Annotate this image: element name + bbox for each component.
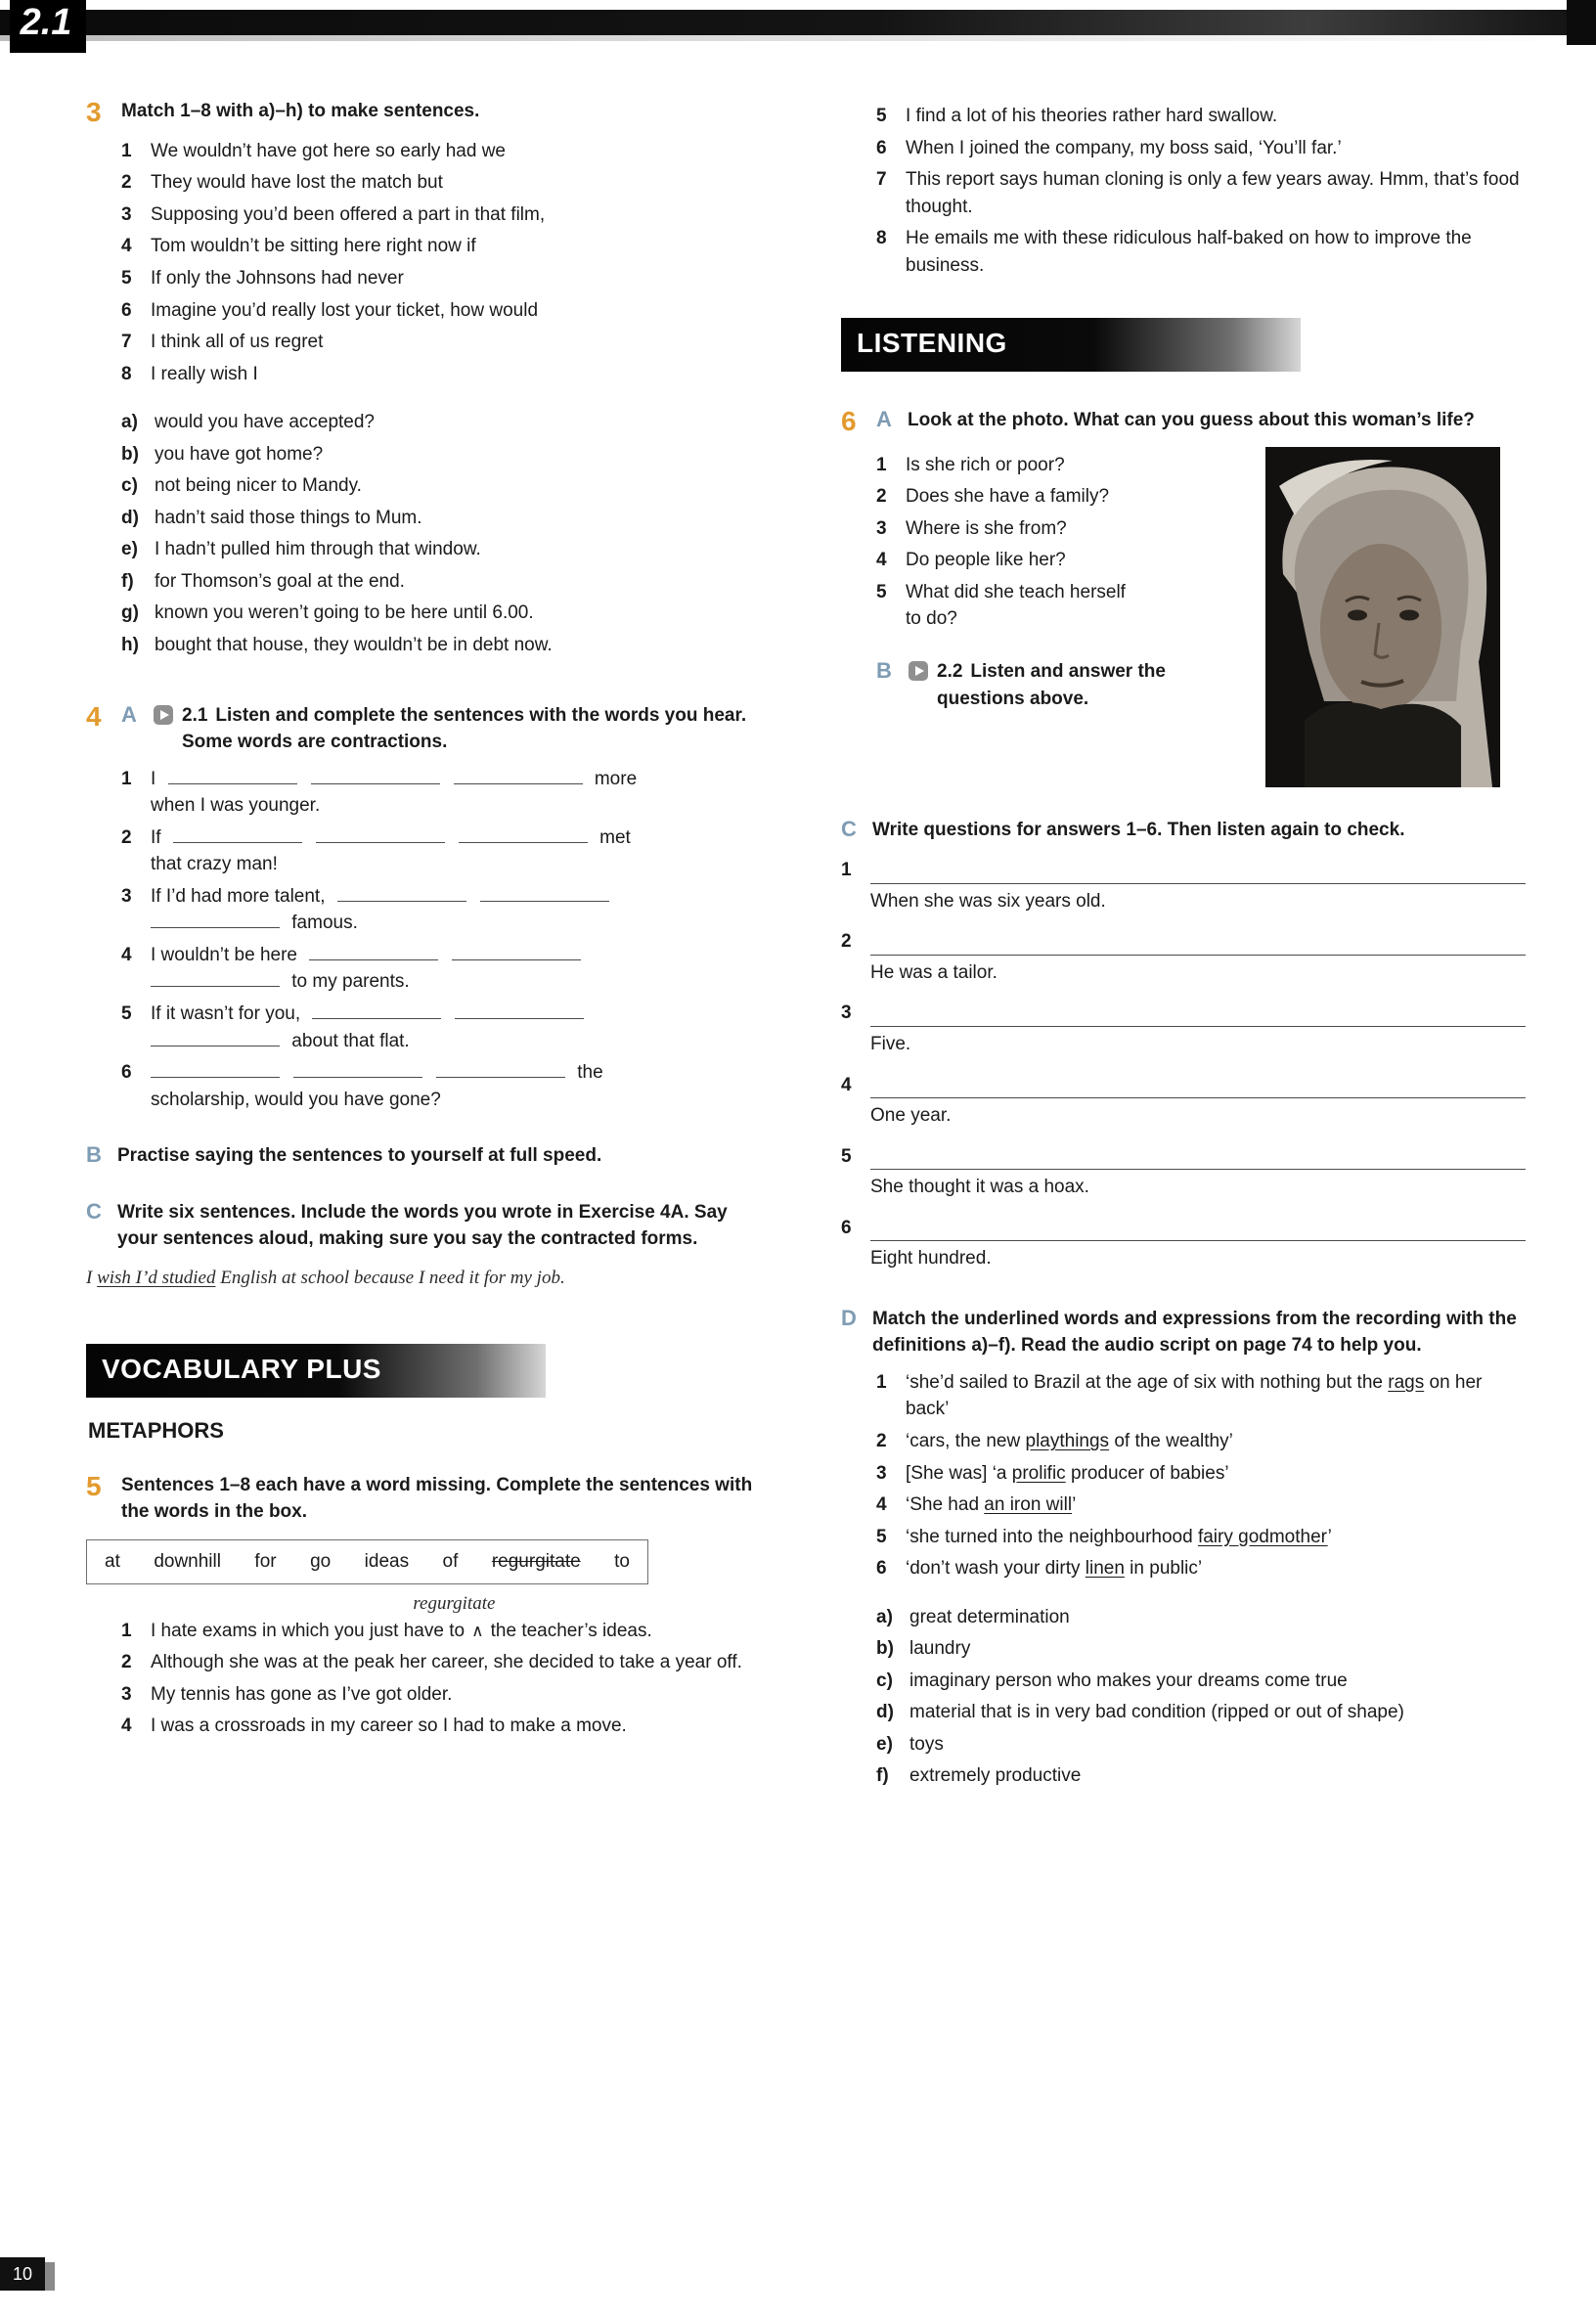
answer-blank (436, 1063, 565, 1078)
option-text: you have got home? (155, 443, 324, 465)
sentence-text: to my parents. (291, 971, 410, 993)
item-number: 4 (876, 550, 887, 571)
option-letter: c) (121, 475, 138, 497)
option-letter: e) (876, 1733, 893, 1755)
option-text: for Thomson’s goal at the end. (155, 570, 405, 592)
item-number: 2 (876, 1430, 887, 1451)
sentence-with-gaps (151, 883, 771, 937)
given-answer: When she was six years old. (870, 890, 1106, 912)
question-text: Is she rich or poor? (906, 454, 1065, 475)
item-text: Tom wouldn’t be sitting here right now if (151, 236, 476, 257)
example-underlined: wish I’d studied (97, 1267, 216, 1288)
item-text: Supposing you’d been offered a part in that film, (151, 203, 546, 225)
item-text: I think all of us regret (151, 332, 324, 353)
option-letter: c) (876, 1670, 893, 1691)
box-word: at (105, 1550, 120, 1572)
box-word: downhill (154, 1550, 221, 1572)
exercise-4b (86, 1142, 771, 1170)
box-word: to (614, 1550, 630, 1572)
exercise-6a-questions (841, 447, 1242, 787)
item-number: 4 (121, 1715, 132, 1737)
item-number: 4 (121, 236, 132, 257)
list-item (121, 169, 771, 197)
item-text (151, 1592, 771, 1645)
answer-blank (870, 865, 1526, 884)
list-item (121, 201, 771, 229)
list-item (121, 1681, 771, 1709)
answer-blank (870, 1222, 1526, 1241)
quote-text: ‘don’t wash your dirty linen in public’ (906, 1558, 1203, 1580)
item-number: 2 (841, 931, 852, 953)
exercise-instruction (937, 658, 1181, 712)
question-text: Where is she from? (906, 517, 1067, 539)
gap-sentence (121, 883, 771, 937)
exercise-number: 5 (86, 1470, 102, 1501)
option-text: known you weren’t going to be here until 6.00. (155, 602, 534, 624)
option-letter: f) (121, 570, 134, 592)
question-item (876, 579, 1242, 633)
answer-blank (870, 1150, 1526, 1170)
definition-item (876, 1699, 1526, 1726)
insertion-caret: ∧ regurgitate (469, 1618, 485, 1645)
definition-text: laundry (909, 1638, 971, 1660)
option-item (121, 600, 771, 627)
sentence-text: that crazy man! (151, 854, 278, 875)
exercise-6b (876, 658, 1242, 712)
question-item (876, 547, 1242, 574)
box-word: of (442, 1550, 459, 1572)
answer-blank (151, 1032, 280, 1047)
section-letter: C (86, 1198, 102, 1224)
answer-blank (870, 936, 1526, 956)
example-text: English at school because I need it for my job. (215, 1267, 565, 1288)
item-number: 2 (876, 486, 887, 508)
list-item (121, 329, 771, 356)
question-text: What did she teach herself to do? (906, 581, 1126, 630)
page-number-edge (45, 2262, 55, 2291)
option-item (121, 505, 771, 532)
underlined-word: rags (1388, 1371, 1425, 1393)
definition-item (876, 1668, 1526, 1695)
item-number: 1 (121, 140, 132, 161)
sentence-text: I wouldn’t be here (151, 944, 297, 965)
list-item (876, 166, 1526, 220)
item-number: 6 (876, 137, 887, 158)
item-number: 3 (876, 517, 887, 539)
page-content (86, 98, 1526, 1795)
exercise-number: 3 (86, 97, 102, 127)
instruction-text: Listen and complete the sentences with the words you hear. Some words are contractions. (182, 704, 747, 753)
metaphors-heading: METAPHORS (88, 1417, 224, 1443)
exercise-6d (841, 1306, 1526, 1359)
answer-blank (293, 1063, 422, 1078)
item-number: 7 (876, 169, 887, 191)
item-number: 8 (121, 363, 132, 384)
underlined-word: prolific (1011, 1462, 1066, 1484)
item-number: 5 (876, 1526, 887, 1547)
item-number: 1 (841, 860, 852, 881)
option-text: bought that house, they wouldn’t be in debt now. (155, 635, 553, 655)
option-letter: a) (121, 412, 138, 433)
exercise-3-items (86, 138, 771, 387)
definition-item (876, 1635, 1526, 1663)
sentence-with-gaps (151, 1001, 771, 1054)
item-number: 6 (841, 1217, 852, 1238)
sentence-with-gaps (151, 1059, 771, 1113)
quote-text: ‘cars, the new playthings of the wealthy’ (906, 1430, 1233, 1451)
section-letter: D (841, 1305, 857, 1330)
answer-blank (870, 1079, 1526, 1098)
sentence-text: If it wasn’t for you, (151, 1003, 301, 1025)
elderly-woman-photo (1265, 447, 1500, 787)
answer-blank (337, 887, 466, 902)
list-item (121, 297, 771, 325)
item-number: 8 (876, 228, 887, 249)
exercise-instruction (182, 702, 771, 756)
item-text: I really wish I (151, 363, 258, 384)
answer-blank (311, 770, 440, 784)
quote-item (876, 1428, 1526, 1455)
question-answer-item (841, 1000, 1526, 1057)
option-item (121, 632, 771, 659)
header-rule-bar (0, 10, 1596, 35)
right-column (841, 98, 1526, 1795)
item-number: 7 (121, 332, 132, 353)
item-number: 5 (121, 267, 132, 289)
answer-blank (452, 946, 581, 960)
list-item (121, 265, 771, 292)
gap-sentence (121, 1001, 771, 1054)
left-column (86, 98, 771, 1795)
exercise-number: 4 (86, 700, 102, 732)
item-number: 1 (876, 1371, 887, 1393)
definition-item (876, 1731, 1526, 1759)
option-text: hadn’t said those things to Mum. (155, 507, 422, 528)
answer-blank (168, 770, 297, 784)
item-text: They would have lost the match but (151, 172, 443, 194)
item-text: I find a lot of his theories rather hard swallow. (906, 106, 1278, 126)
option-item (121, 441, 771, 468)
item-number: 5 (841, 1145, 852, 1167)
exercise-instruction: Sentences 1–8 each have a word missing. Complete the sentences with the words in the box. (121, 1474, 753, 1523)
question-item (876, 452, 1242, 479)
exercise-instruction: Match the underlined words and expressions from the recording with the definitions a)–f). Read the audio script on page 74 to help you. (872, 1308, 1517, 1357)
gap-sentence (121, 942, 771, 996)
answer-blank (151, 913, 280, 928)
answer-blank (309, 946, 438, 960)
item-number: 1 (876, 454, 887, 475)
section-letter: B (876, 657, 892, 683)
definition-item (876, 1604, 1526, 1631)
list-item (121, 361, 771, 388)
option-letter: b) (121, 443, 139, 465)
question-answer-item (841, 1215, 1526, 1272)
option-letter: b) (876, 1638, 894, 1660)
item-number: 1 (121, 768, 132, 789)
sentence-text: If I’d had more talent, (151, 885, 326, 907)
exercise-6d-items (841, 1369, 1526, 1582)
example-text: I (86, 1267, 98, 1288)
item-number: 2 (121, 826, 132, 848)
exercise-3 (86, 98, 771, 659)
answer-blank (312, 1004, 441, 1019)
item-text: He emails me with these ridiculous half-baked on how to improve the business. (906, 228, 1472, 276)
question-text: Do people like her? (906, 550, 1066, 571)
item-number: 2 (121, 172, 132, 194)
box-word: for (254, 1550, 277, 1572)
item-number: 4 (876, 1494, 887, 1516)
item-number: 5 (876, 106, 887, 126)
section-letter: A (876, 406, 892, 431)
listening-header: LISTENING (841, 318, 1301, 372)
photo-row (841, 447, 1526, 787)
item-number: 6 (121, 1062, 132, 1084)
answer-blank (454, 770, 583, 784)
given-answer: Eight hundred. (870, 1248, 992, 1269)
option-item (121, 472, 771, 500)
sentence-text: about that flat. (291, 1030, 410, 1051)
option-letter: d) (876, 1702, 894, 1723)
exercise-5-items-continued (841, 103, 1526, 279)
example-sentence (86, 1265, 771, 1292)
exercise-instruction: Write six sentences. Include the words you wrote in Exercise 4A. Say your sentences aloud, making sure you say the contracted forms. (117, 1201, 728, 1250)
instruction-text: Listen and answer the questions above. (937, 660, 1166, 709)
sentence-text: I hate exams in which you just have to (151, 1620, 466, 1641)
answer-blank (316, 828, 445, 843)
section-letter: A (121, 701, 137, 727)
sentence-text: scholarship, would you have gone? (151, 1089, 441, 1110)
quote-text: [She was] ‘a prolific producer of babies’ (906, 1462, 1229, 1484)
question-answer-item (841, 1072, 1526, 1130)
definition-item (876, 1762, 1526, 1790)
list-item (121, 138, 771, 165)
item-number: 6 (121, 299, 132, 321)
sentence-text: met (599, 826, 631, 848)
page-number: 10 (0, 2257, 45, 2291)
answer-blank (480, 887, 609, 902)
item-number: 3 (876, 1462, 887, 1484)
item-number: 5 (121, 1003, 132, 1025)
list-item (876, 225, 1526, 279)
exercise-6c-items (841, 857, 1526, 1272)
answer-blank (455, 1004, 584, 1019)
answer-blank (173, 828, 302, 843)
quote-item (876, 1492, 1526, 1519)
option-letter: h) (121, 635, 139, 655)
item-number: 4 (121, 944, 132, 965)
quote-item (876, 1555, 1526, 1582)
item-text: If only the Johnsons had never (151, 267, 404, 289)
option-letter: d) (121, 507, 139, 528)
audio-track-number: 2.2 (937, 660, 963, 682)
definition-text: imaginary person who makes your dreams come true (909, 1670, 1348, 1691)
list-item (876, 135, 1526, 162)
item-number: 2 (121, 1652, 132, 1673)
exercise-6c (841, 817, 1526, 844)
quote-text: ‘she’d sailed to Brazil at the age of six with nothing but the rags on her back’ (906, 1371, 1483, 1420)
list-item (876, 103, 1526, 130)
underlined-word: an iron will (984, 1494, 1073, 1516)
list-item (121, 1592, 771, 1645)
underlined-word: linen (1085, 1558, 1125, 1580)
option-letter: e) (121, 539, 138, 560)
given-answer: She thought it was a hoax. (870, 1177, 1089, 1198)
given-answer: One year. (870, 1105, 952, 1127)
exercise-5-continued (841, 103, 1526, 279)
vocabulary-plus-header: VOCABULARY PLUS (86, 1344, 546, 1398)
given-answer: He was a tailor. (870, 961, 998, 983)
gap-sentence (121, 766, 771, 820)
exercise-6d-definitions (841, 1604, 1526, 1790)
exercise-4c (86, 1199, 771, 1253)
exercise-5 (86, 1472, 771, 1740)
question-answer-item (841, 928, 1526, 986)
header-rule-shadow (0, 35, 1596, 41)
question-text: Does she have a family? (906, 486, 1110, 508)
corner-block (1567, 0, 1596, 45)
question-item (876, 483, 1242, 511)
list-item (121, 1649, 771, 1676)
definition-text: material that is in very bad condition (ripped or out of shape) (909, 1702, 1404, 1723)
item-text: My tennis has gone as I’ve got older. (151, 1683, 453, 1705)
handwritten-answer: regurgitate (413, 1592, 496, 1614)
answer-blank (151, 972, 280, 987)
item-text: This report says human cloning is only a few years away. Hmm, that’s food thought. (906, 169, 1520, 217)
option-letter: g) (121, 602, 139, 624)
audio-play-icon (153, 704, 174, 735)
quote-item (876, 1369, 1526, 1423)
box-word-crossed-out: regurgitate (491, 1550, 581, 1572)
quote-text: ‘She had an iron will’ (906, 1494, 1077, 1516)
section-letter: C (841, 816, 857, 841)
given-answer: Five. (870, 1033, 911, 1054)
box-word: go (310, 1550, 332, 1572)
option-letter: a) (876, 1606, 893, 1627)
exercise-instruction: Write questions for answers 1–6. Then listen again to check. (872, 819, 1405, 840)
sentence-text: If (151, 826, 161, 848)
audio-play-icon (908, 660, 929, 690)
box-word: ideas (364, 1550, 410, 1572)
exercise-5-items (86, 1592, 771, 1740)
section-letter: B (86, 1142, 102, 1168)
item-number: 4 (841, 1074, 852, 1095)
exercise-4-items (86, 766, 771, 1114)
quote-text: ‘she turned into the neighbourhood fairy godmother’ (906, 1526, 1332, 1547)
item-number: 3 (121, 203, 132, 225)
definition-text: great determination (909, 1606, 1070, 1627)
item-text: Although she was at the peak her career, she decided to take a year off. (151, 1652, 742, 1673)
quote-item (876, 1524, 1526, 1551)
item-text: When I joined the company, my boss said, ‘You’ll far.’ (906, 137, 1342, 158)
underlined-word: playthings (1025, 1430, 1110, 1451)
item-number: 3 (121, 1683, 132, 1705)
sentence-text: more (594, 768, 638, 789)
item-number: 6 (876, 1558, 887, 1580)
item-number: 3 (121, 885, 132, 907)
answer-blank (151, 1063, 280, 1078)
item-number: 1 (121, 1620, 132, 1641)
sentence-text: the teacher’s ideas. (490, 1620, 652, 1641)
exercise-6 (841, 407, 1526, 1790)
option-letter: f) (876, 1765, 889, 1787)
sentence-text: the (577, 1062, 603, 1084)
item-text: Imagine you’d really lost your ticket, how would (151, 299, 539, 321)
exercise-instruction: Match 1–8 with a)–h) to make sentences. (121, 101, 480, 121)
definition-text: toys (909, 1733, 944, 1755)
gap-sentence (121, 824, 771, 878)
item-text: We wouldn’t have got here so early had we (151, 140, 506, 161)
question-answer-item (841, 1143, 1526, 1201)
exercise-number: 6 (841, 405, 857, 436)
audio-track-number: 2.1 (182, 704, 208, 726)
option-text: I hadn’t pulled him through that window. (155, 539, 481, 560)
underlined-word: fairy godmother (1197, 1526, 1328, 1547)
item-text: I was a crossroads in my career so I had to make a move. (151, 1715, 627, 1737)
question-answer-item (841, 857, 1526, 914)
option-item (121, 536, 771, 563)
sentence-text: I (151, 768, 156, 789)
sentence-with-gaps (151, 766, 771, 820)
option-item (121, 409, 771, 436)
list-item (121, 233, 771, 260)
list-item (121, 1713, 771, 1740)
exercise-instruction: Look at the photo. What can you guess about this woman’s life? (908, 409, 1475, 430)
definition-text: extremely productive (909, 1765, 1082, 1787)
option-text: would you have accepted? (155, 412, 375, 433)
gap-sentence (121, 1059, 771, 1113)
option-item (121, 568, 771, 596)
exercise-3-options (86, 409, 771, 658)
question-item (876, 515, 1242, 543)
sentence-text: when I was younger. (151, 795, 321, 817)
sentence-text: famous. (291, 913, 358, 934)
word-box (86, 1539, 648, 1584)
quote-item (876, 1460, 1526, 1488)
item-number: 5 (876, 581, 887, 602)
sentence-with-gaps (151, 824, 771, 878)
unit-label: 2.1 (10, 0, 86, 53)
option-text: not being nicer to Mandy. (155, 475, 362, 497)
item-number: 3 (841, 1002, 852, 1024)
answer-blank (870, 1007, 1526, 1027)
sentence-with-gaps (151, 942, 771, 996)
exercise-4 (86, 702, 771, 1292)
exercise-instruction: Practise saying the sentences to yourself at full speed. (117, 1145, 602, 1167)
answer-blank (459, 828, 588, 843)
